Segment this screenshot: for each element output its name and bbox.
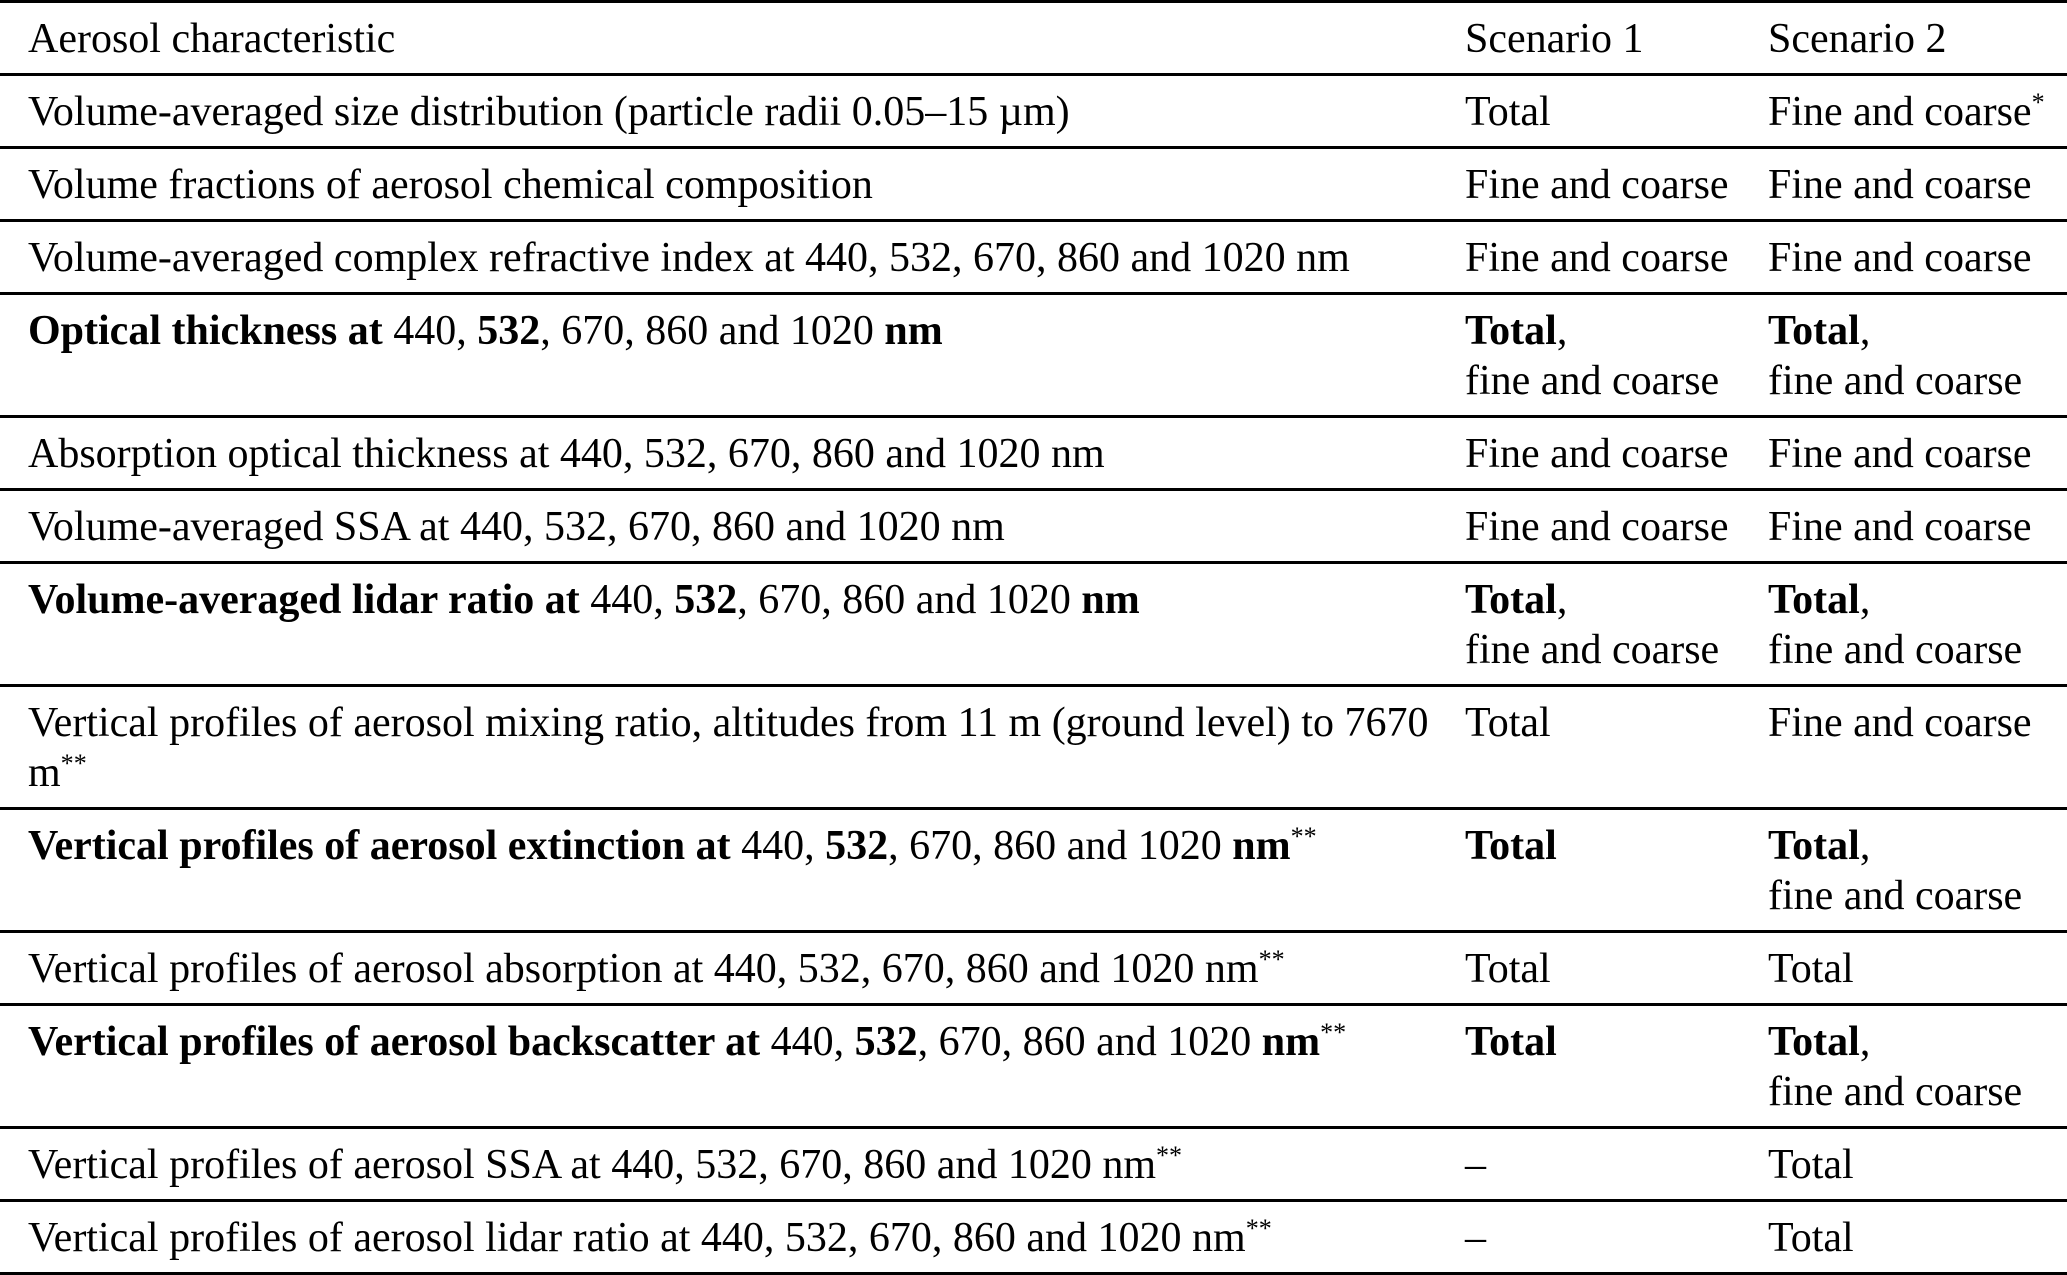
text-segment: Vertical profiles of aerosol lidar ratio at 440, 532, 670, 860 and 1020 nm [28,1215,1246,1261]
scenario2-cell [1768,686,2067,809]
scenario2-cell [1768,148,2067,221]
text-segment: Total [1465,700,1551,746]
scenario1-cell [1465,221,1768,294]
text-segment: ** [1156,1140,1183,1170]
table-row-lidar-ratio-profiles [0,1201,2067,1274]
text-segment: Total [1465,89,1551,135]
row-label [0,148,1465,221]
row-label [0,1128,1465,1201]
scenario2-cell [1768,563,2067,686]
text-segment: Total [1768,577,1860,623]
text-segment: Volume fractions of aerosol chemical composition [28,162,873,208]
text-segment: Vertical profiles of aerosol extinction at [28,823,742,869]
text-segment: nm [1261,1019,1321,1065]
text-segment: Total [1465,577,1557,623]
row-label [0,1005,1465,1128]
text-segment: 440, [590,577,675,623]
text-segment: Total [1768,823,1860,869]
text-segment: 440, [393,308,478,354]
column-header-scenario2: Scenario 2 [1768,16,1947,62]
text-segment: Volume-averaged lidar ratio at [28,577,591,623]
text-segment: 532 [674,577,738,623]
table-row-backscatter-profiles [0,1005,2067,1128]
text-segment: , [1556,577,1568,623]
text-segment: Vertical profiles of aerosol SSA at 440, 532, 670, 860 and 1020 nm [28,1142,1157,1188]
text-segment: , [1859,823,1871,869]
text-segment: Vertical profiles of aerosol absorption at 440, 532, 670, 860 and 1020 nm [28,946,1259,992]
scenario2-cell [1768,490,2067,563]
text-segment: Total [1768,1019,1860,1065]
scenario2-cell [1768,417,2067,490]
text-segment: Fine and coarse [1768,162,2032,208]
text-segment: Vertical profiles of aerosol mixing ratio, altitudes from 11 m (ground level) to 7670 m [28,700,1429,796]
text-segment: Fine and coarse [1768,431,2032,477]
text-segment: ** [1320,1017,1347,1047]
text-segment: fine and coarse [1465,358,1720,404]
text-segment: , [1859,308,1871,354]
scenario2-cell [1768,1005,2067,1128]
text-segment: Volume-averaged complex refractive index at 440, 532, 670, 860 and 1020 nm [28,235,1350,281]
table-row-mixing-ratio-profiles [0,686,2067,809]
row-label [0,417,1465,490]
text-segment: 532 [854,1019,918,1065]
scenario1-cell [1465,932,1768,1005]
table-row-absorption-profiles [0,932,2067,1005]
scenario2-cell [1768,809,2067,932]
row-label [0,563,1465,686]
text-segment: Total [1465,946,1551,992]
text-segment: Fine and coarse [1768,89,2032,135]
text-segment: Total [1465,1019,1557,1065]
text-segment: fine and coarse [1768,1069,2023,1115]
text-segment: Fine and coarse [1465,431,1729,477]
text-segment: Volume-averaged size distribution (particle radii 0.05–15 µm) [28,89,1070,135]
column-header-characteristic: Aerosol characteristic [28,16,396,62]
text-segment: Total [1768,1142,1854,1188]
text-segment: fine and coarse [1768,873,2023,919]
text-segment: ** [60,748,87,778]
text-segment: Fine and coarse [1768,700,2032,746]
text-segment: , 670, 860 and 1020 [888,823,1233,869]
text-segment: , [1556,308,1568,354]
text-segment: fine and coarse [1768,627,2023,673]
column-header-scenario1: Scenario 1 [1465,16,1644,62]
scenario2-cell [1768,932,2067,1005]
table-row-optical-thickness [0,294,2067,417]
scenario2-cell [1768,75,2067,148]
text-segment: fine and coarse [1768,358,2023,404]
text-segment: , [1859,577,1871,623]
row-label [0,1201,1465,1274]
text-segment: Total [1768,308,1860,354]
text-segment: Fine and coarse [1465,162,1729,208]
scenario1-cell [1465,1201,1768,1274]
row-label [0,75,1465,148]
table-row-lidar-ratio [0,563,2067,686]
scenario1-cell [1465,563,1768,686]
text-segment: , 670, 860 and 1020 [737,577,1082,623]
text-segment: 440, [770,1019,855,1065]
row-label [0,932,1465,1005]
text-segment: 440, [741,823,826,869]
text-segment: Total [1768,946,1854,992]
scenario2-cell [1768,1201,2067,1274]
scenario1-cell [1465,490,1768,563]
table-row-chemical-composition [0,148,2067,221]
text-segment: , [1859,1019,1871,1065]
row-label [0,686,1465,809]
text-segment: 532 [477,308,541,354]
row-label [0,294,1465,417]
row-label [0,490,1465,563]
text-segment: nm [1081,577,1140,623]
scenario1-cell [1465,148,1768,221]
text-segment: Vertical profiles of aerosol backscatter at [28,1019,771,1065]
scenario2-cell [1768,294,2067,417]
text-segment: , 670, 860 and 1020 [917,1019,1262,1065]
scenario1-cell [1465,294,1768,417]
scenario1-cell [1465,1005,1768,1128]
scenario1-cell [1465,75,1768,148]
text-segment: ** [1258,944,1285,974]
table-row-size-distribution [0,75,2067,148]
table-row-extinction-profiles [0,809,2067,932]
text-segment: – [1465,1142,1486,1188]
text-segment: nm [1232,823,1291,869]
text-segment: Total [1465,823,1557,869]
text-segment: , 670, 860 and 1020 [540,308,885,354]
text-segment: Absorption optical thickness at 440, 532, 670, 860 and 1020 nm [28,431,1105,477]
text-segment: ** [1290,821,1317,851]
scenario1-cell [1465,809,1768,932]
scenario1-cell [1465,686,1768,809]
row-label [0,809,1465,932]
text-segment: Fine and coarse [1768,235,2032,281]
table-row-refractive-index [0,221,2067,294]
scenario2-cell [1768,221,2067,294]
text-segment: – [1465,1215,1486,1261]
header-row [0,2,2067,75]
text-segment: * [2031,87,2045,117]
table-row-ssa-profiles [0,1128,2067,1201]
text-segment: Fine and coarse [1768,504,2032,550]
text-segment: ** [1245,1213,1272,1243]
text-segment: 532 [825,823,889,869]
text-segment: nm [884,308,943,354]
scenario1-cell [1465,1128,1768,1201]
text-segment: fine and coarse [1465,627,1720,673]
scenario1-cell [1465,417,1768,490]
text-segment: Total [1768,1215,1854,1261]
text-segment: Fine and coarse [1465,504,1729,550]
scenario2-cell [1768,1128,2067,1201]
table-row-ssa [0,490,2067,563]
text-segment: Volume-averaged SSA at 440, 532, 670, 860 and 1020 nm [28,504,1005,550]
text-segment: Fine and coarse [1465,235,1729,281]
row-label [0,221,1465,294]
text-segment: Optical thickness at [28,308,394,354]
text-segment: Total [1465,308,1557,354]
table-row-absorption-optical-thickness [0,417,2067,490]
